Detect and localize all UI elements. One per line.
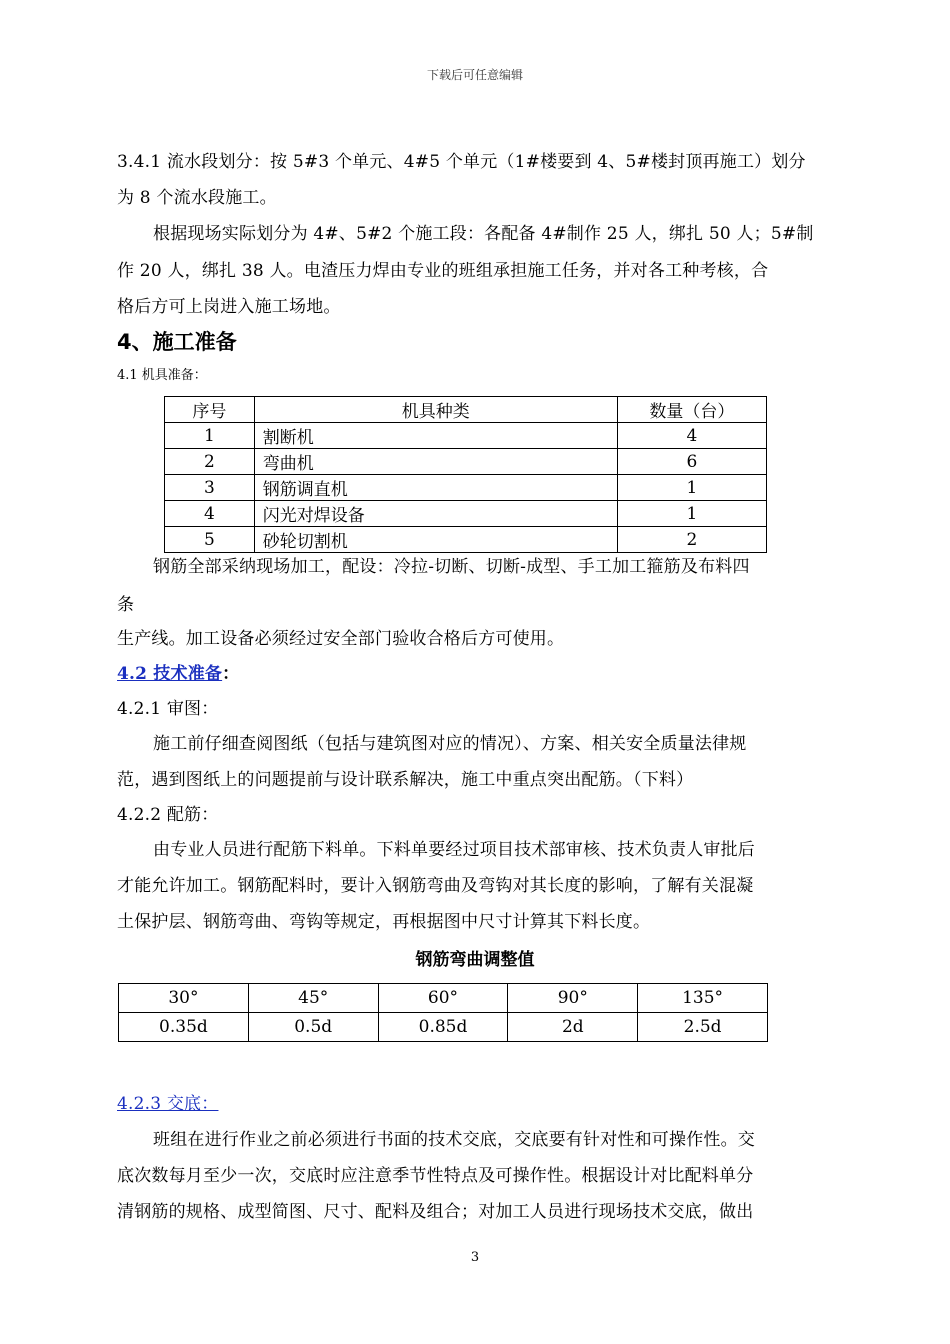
- section-41-title: 4.1 机具准备：: [117, 368, 207, 383]
- para-422-line2: 才能允许加工。钢筋配料时，要计入钢筋弯曲及弯钩对其长度的影响，了解有关混凝: [117, 876, 754, 896]
- section-4-title: 4、施工准备: [117, 330, 237, 354]
- para-arrange-line3: 格后方可上岗进入施工场地。: [117, 297, 341, 317]
- section-42-title-link[interactable]: 4.2 技术准备: [117, 664, 223, 684]
- bend-table-caption: 钢筋弯曲调整值: [415, 950, 535, 970]
- angle-cell: 90°: [508, 984, 638, 1013]
- para-lines-line3: 生产线。加工设备必须经过安全部门验收合格后方可使用。: [117, 629, 565, 649]
- table-row: [165, 449, 767, 475]
- value-cell: 2d: [508, 1013, 638, 1042]
- value-cell: 2.5d: [638, 1013, 768, 1042]
- section-421-title: 4.2.1 审图：: [117, 699, 219, 719]
- para-341-line2: 为 8 个流水段施工。: [117, 188, 277, 208]
- cell-quantity: 1: [617, 475, 766, 501]
- angle-cell: 45°: [248, 984, 378, 1013]
- cell-index: 1: [165, 423, 255, 449]
- page-number: 3: [470, 1250, 480, 1265]
- bend-adjustment-table: [118, 983, 768, 1042]
- para-423-line1: 班组在进行作业之前必须进行书面的技术交底，交底要有针对性和可操作性。交: [153, 1130, 755, 1150]
- angle-cell: 30°: [119, 984, 249, 1013]
- cell-quantity: 2: [617, 527, 766, 553]
- cell-type: 闪光对焊设备: [254, 501, 617, 527]
- table-row: [165, 475, 767, 501]
- section-423-heading: [117, 1089, 218, 1114]
- para-423-line3: 清钢筋的规格、成型简图、尺寸、配料及组合；对加工人员进行现场技术交底，做出: [117, 1202, 754, 1222]
- value-cell: 0.35d: [119, 1013, 249, 1042]
- cell-type: 钢筋调直机: [254, 475, 617, 501]
- angle-cell: 135°: [638, 984, 768, 1013]
- cell-quantity: 6: [617, 449, 766, 475]
- cell-index: 3: [165, 475, 255, 501]
- para-arrange-line2: 作 20 人，绑扎 38 人。电渣压力焊由专业的班组承担施工任务，并对各工种考核，合: [117, 261, 769, 281]
- value-cell: 0.5d: [248, 1013, 378, 1042]
- cell-type: 砂轮切割机: [254, 527, 617, 553]
- para-arrange-line1: 根据现场实际划分为 4#、5#2 个施工段：各配备 4#制作 25 人，绑扎 50 人；5#制: [153, 224, 814, 244]
- cell-quantity: 4: [617, 423, 766, 449]
- tools-table: [164, 396, 767, 553]
- header-cell-quantity: 数量（台）: [617, 397, 766, 423]
- table-row-angles: [119, 984, 768, 1013]
- table-row: [165, 501, 767, 527]
- section-42-colon: ：: [222, 664, 240, 684]
- para-421-line1: 施工前仔细查阅图纸（包括与建筑图对应的情况）、方案、相关安全质量法律规: [153, 734, 747, 754]
- section-423-title-link[interactable]: 4.2.3 交底：: [117, 1094, 219, 1114]
- angle-cell: 60°: [378, 984, 508, 1013]
- header-cell-type: 机具种类: [254, 397, 617, 423]
- para-422-line1: 由专业人员进行配筋下料单。下料单要经过项目技术部审核、技术负责人审批后: [153, 840, 755, 860]
- para-341-line1: 3.4.1 流水段划分：按 5#3 个单元、4#5 个单元（1#楼要到 4、5#楼封顶再施工）划分: [117, 152, 806, 172]
- cell-type: 割断机: [254, 423, 617, 449]
- cell-index: 2: [165, 449, 255, 475]
- table-row: [165, 527, 767, 553]
- section-42-heading: [117, 659, 239, 684]
- table-row-values: [119, 1013, 768, 1042]
- header-cell-index: 序号: [165, 397, 255, 423]
- section-422-title: 4.2.2 配筋：: [117, 805, 219, 825]
- para-lines-line2: 条: [117, 595, 135, 615]
- para-423-line2: 底次数每月至少一次，交底时应注意季节性特点及可操作性。根据设计对比配料单分: [117, 1166, 754, 1186]
- page-header: 下载后可任意编辑: [426, 68, 523, 82]
- para-422-line3: 土保护层、钢筋弯曲、弯钩等规定，再根据图中尺寸计算其下料长度。: [117, 912, 651, 932]
- cell-type: 弯曲机: [254, 449, 617, 475]
- table-row: [165, 423, 767, 449]
- para-421-line2: 范，遇到图纸上的问题提前与设计联系解决，施工中重点突出配筋。（下料）: [117, 770, 694, 790]
- cell-quantity: 1: [617, 501, 766, 527]
- cell-index: 4: [165, 501, 255, 527]
- cell-index: 5: [165, 527, 255, 553]
- para-lines-line1: 钢筋全部采纳现场加工，配设：冷拉-切断、切断-成型、手工加工箍筋及布料四: [153, 557, 750, 577]
- tools-table-header: [165, 397, 767, 423]
- value-cell: 0.85d: [378, 1013, 508, 1042]
